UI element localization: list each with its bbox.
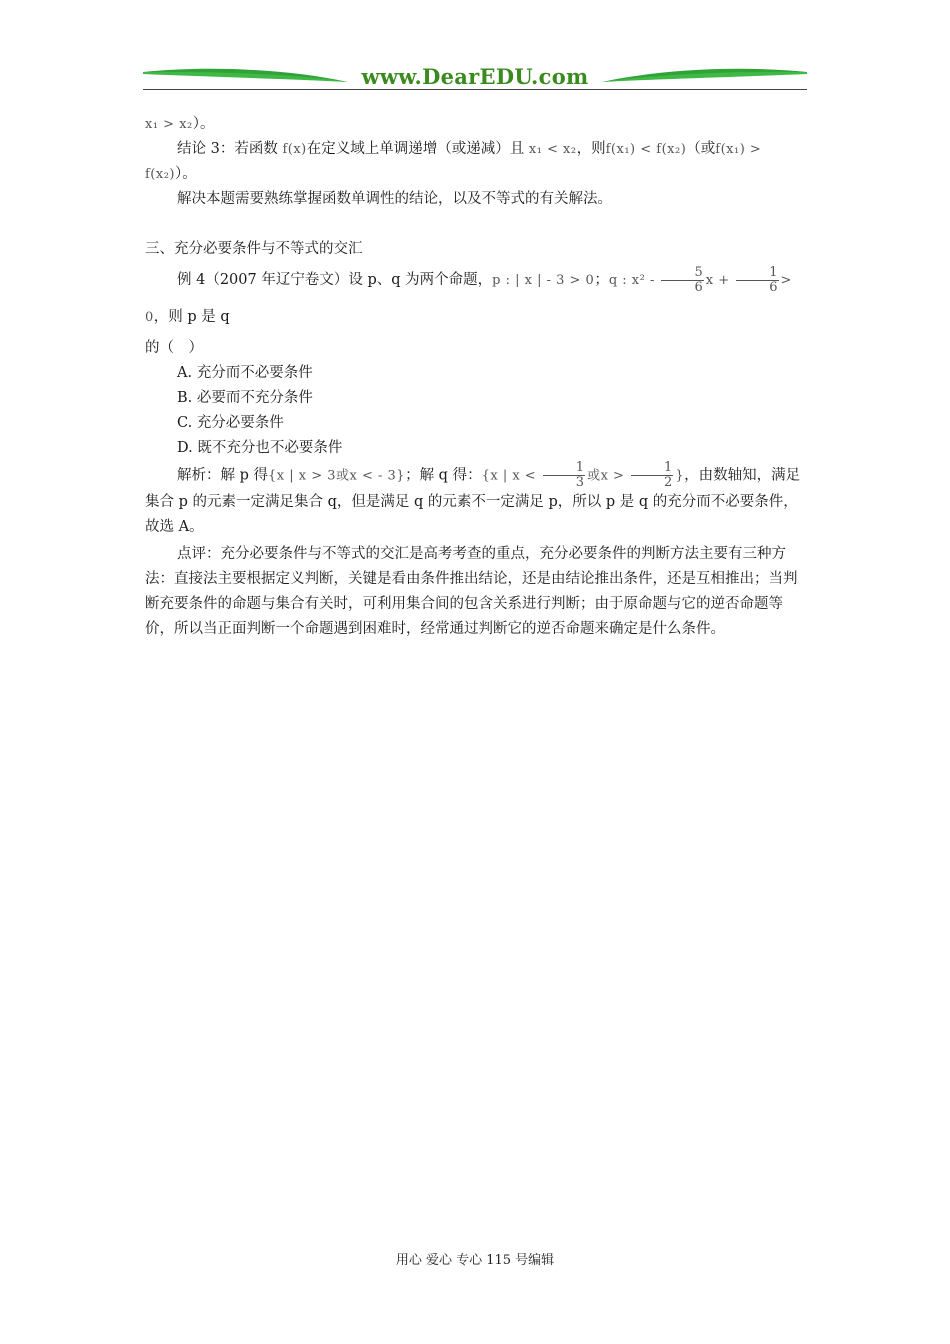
text: 解析：解 p 得 bbox=[177, 467, 268, 484]
fraction: $\frac{1}{3}$ bbox=[543, 461, 585, 490]
fraction: $\frac{1}{2}$ bbox=[631, 461, 673, 490]
fraction: $\frac{5}{6}$ bbox=[661, 266, 703, 295]
text: 结论 3：若函数 bbox=[177, 141, 278, 157]
text: ）。 bbox=[192, 116, 215, 132]
text: 例 4（2007 年辽宁卷文）设 p、q 为两个命题， bbox=[177, 272, 493, 288]
text: ； bbox=[594, 272, 609, 288]
math-expr: {x | x > 3或x < - 3} bbox=[268, 468, 406, 484]
fraction: $\frac{1}{6}$ bbox=[736, 266, 778, 295]
text: ；解 q 得： bbox=[405, 467, 482, 484]
document-body bbox=[145, 112, 807, 642]
text: （或 bbox=[686, 141, 716, 157]
text: ）。 bbox=[175, 166, 197, 182]
summary-paragraph: 解决本题需要熟练掌握函数单调性的结论，以及不等式的有关解法。 bbox=[177, 191, 612, 207]
example-4 bbox=[145, 262, 807, 336]
text: ，则 p 是 q bbox=[153, 309, 230, 325]
math-expr: q : x² - bbox=[608, 273, 655, 288]
header-divider bbox=[143, 89, 807, 90]
example-4-question: 的（ ） bbox=[145, 340, 203, 356]
page-footer: 用心 爱心 专心 115 号编辑 bbox=[395, 1253, 555, 1268]
continuation-line bbox=[145, 112, 807, 137]
text: 在定义域上单调递增（或递减）且 bbox=[306, 141, 525, 157]
site-logo-text: www.DearEDU.com bbox=[361, 64, 589, 89]
option-a: A. 充分而不必要条件 bbox=[177, 365, 313, 381]
math-expr: 或x > bbox=[587, 468, 625, 484]
math-expr: f(x₁) < f(x₂) bbox=[605, 142, 687, 157]
math-expr: x + bbox=[705, 273, 730, 288]
math-expr: f(x₁) > f(x₂) bbox=[145, 142, 762, 182]
math-expr: > 0 bbox=[145, 273, 792, 325]
text: ，则 bbox=[576, 141, 606, 157]
option-b: B. 必要而不充分条件 bbox=[177, 390, 313, 406]
conclusion-3 bbox=[145, 137, 807, 187]
analysis-paragraph bbox=[145, 461, 807, 540]
math-expr: {x | x < bbox=[481, 468, 537, 484]
comment-paragraph: 点评：充分必要条件与不等式的交汇是高考考查的重点，充分必要条件的判断方法主要有三种方法：直接法主要根据定义判断，关键是看由条件推出结论，还是由结论推出条件，还是互相推出；当判断充要条件的命题与集合有关时，可利用集合间的包含关系进行判断；由于原命题与它的逆否命题等价，所以当正面判断一个命题遇到困难时，经常通过判断它的逆否命题来确定是什么条件。 bbox=[145, 546, 798, 637]
math-expr: f(x) bbox=[282, 142, 307, 157]
math-expr: } bbox=[675, 468, 685, 484]
text: ，由数轴知，满足集合 p 的元素一定满足集合 q，但是满足 q 的元素不一定满足 p，所以 p 是 q 的充分而不必要条件，故选 A。 bbox=[145, 467, 801, 535]
page-header bbox=[143, 62, 807, 92]
math-expr: x₁ > x₂ bbox=[145, 117, 193, 132]
option-c: C. 充分必要条件 bbox=[177, 415, 284, 431]
math-expr: p : | x | - 3 > 0 bbox=[492, 273, 595, 288]
option-d: D. 既不充分也不必要条件 bbox=[177, 440, 343, 456]
math-expr: x₁ < x₂ bbox=[528, 142, 577, 157]
section-heading: 三、充分必要条件与不等式的交汇 bbox=[145, 241, 363, 257]
